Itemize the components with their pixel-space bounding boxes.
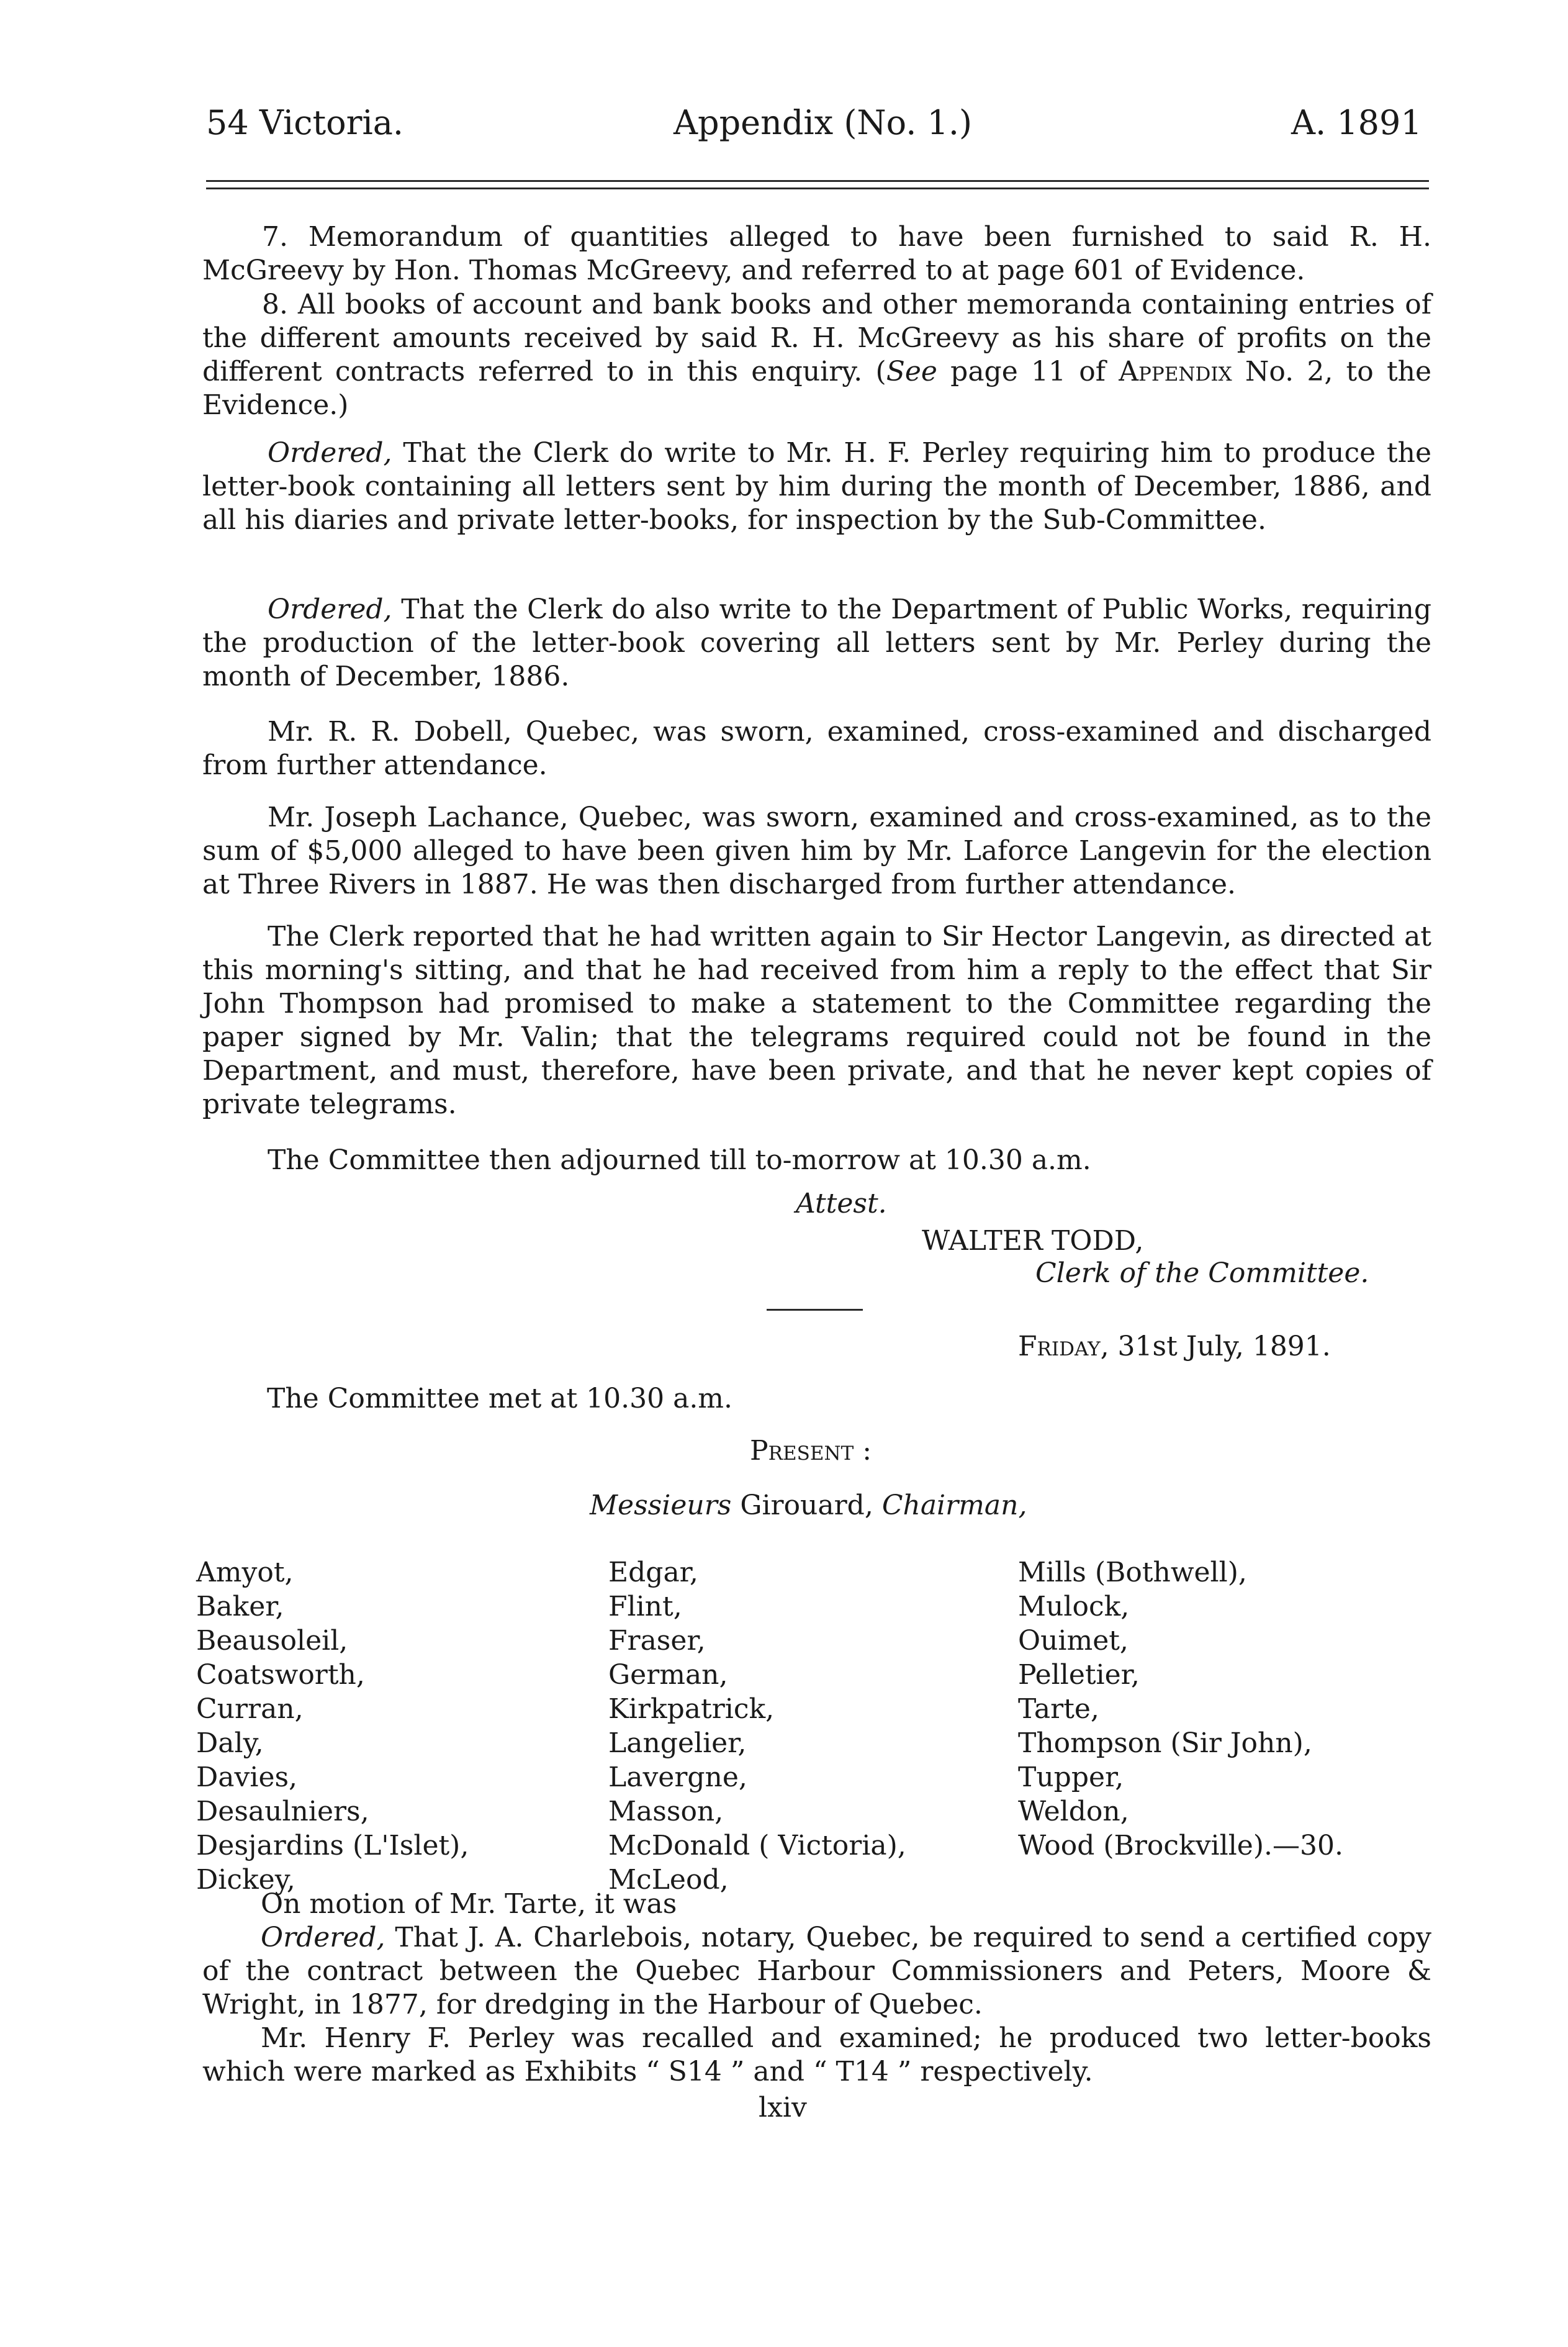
header-left: 54 Victoria. bbox=[206, 103, 404, 142]
header-rule-bottom bbox=[206, 188, 1429, 189]
member-name: Coatsworth, bbox=[196, 1659, 365, 1691]
item-8 bbox=[202, 288, 1431, 422]
member-name: Masson, bbox=[608, 1796, 724, 1827]
member-name: Flint, bbox=[608, 1591, 682, 1622]
item-8-text: 8. All books of account and bank books and other memoranda containing entries of the different amounts received by said R. H. McGreevy as his share of profits on the different contracts referred to in this enquiry. ( bbox=[202, 289, 1431, 387]
sitting-date bbox=[1018, 1330, 1331, 1363]
chairman-title: Chairman, bbox=[881, 1490, 1027, 1521]
member-name: Wood (Brockville).—30. bbox=[1018, 1830, 1343, 1861]
member-name: Edgar, bbox=[608, 1557, 698, 1588]
chairman-line bbox=[590, 1489, 1027, 1522]
ordered-text: That the Clerk do also write to the Department of Public Works, requiring the production of the letter-book covering all letters sent by Mr. Perley during the month of December, 1886. bbox=[202, 594, 1431, 692]
member-name: Curran, bbox=[196, 1693, 304, 1725]
sitting-day: Friday, bbox=[1018, 1331, 1109, 1362]
member-name: Desjardins (L'Islet), bbox=[196, 1830, 469, 1861]
header-center: Appendix (No. 1.) bbox=[674, 103, 973, 142]
member-name: German, bbox=[608, 1659, 728, 1691]
messieurs-word: Messieurs bbox=[590, 1490, 732, 1521]
item-7-text: 7. Memorandum of quantities alleged to have been furnished to said R. H. McGreevy by Hon. Thomas McGreevy, and referred to at page 601 of Evidence. bbox=[202, 221, 1431, 286]
member-name: Dickey, bbox=[196, 1864, 295, 1896]
member-name: Thompson (Sir John), bbox=[1018, 1727, 1312, 1759]
clerk-reported-paragraph: The Clerk reported that he had written again to Sir Hector Langevin, as directed at this morning's sitting, and that he had received from him a reply to the effect that Sir John Thompson had promised to make a statement to the Committee regarding the paper signed by Mr. Valin; that the telegrams required could not be found in the Department, and must, therefore, have been private, and that he never kept copies of private telegrams. bbox=[202, 921, 1431, 1120]
present-heading bbox=[750, 1434, 872, 1468]
member-name: Mulock, bbox=[1018, 1591, 1130, 1622]
item-8-appendix: Appendix bbox=[1119, 356, 1232, 387]
member-name: Pelletier, bbox=[1018, 1659, 1140, 1691]
member-name: Baker, bbox=[196, 1591, 284, 1622]
section-separator bbox=[767, 1309, 863, 1311]
chairman-name: Girouard, bbox=[731, 1490, 882, 1521]
attest-name: WALTER TODD, bbox=[922, 1225, 1144, 1257]
adjourned-paragraph: The Committee then adjourned till to-morrow at 10.30 a.m. bbox=[268, 1144, 1091, 1176]
attest-label bbox=[796, 1187, 887, 1221]
header-rule-top bbox=[206, 180, 1429, 182]
ordered-lead: Ordered, bbox=[268, 594, 392, 625]
perley-recalled-paragraph: Mr. Henry F. Perley was recalled and examined; he produced two letter-books which were marked as Exhibits “ S14 ” and “ T14 ” respectively. bbox=[202, 2022, 1431, 2087]
ordered-text: That J. A. Charlebois, notary, Quebec, be required to send a certified copy of the contract between the Quebec Harbour Commissioners and Peters, Moore & Wright, in 1877, for dredging in the Harbour of Quebec. bbox=[202, 1922, 1431, 2020]
ordered-department-letters bbox=[202, 593, 1431, 694]
committee-met: The Committee met at 10.30 a.m. bbox=[267, 1383, 733, 1414]
members-column-2 bbox=[608, 1555, 906, 1897]
member-name: Desaulniers, bbox=[196, 1796, 369, 1827]
item-8-mid: page 11 of bbox=[937, 356, 1119, 387]
dobell-paragraph: Mr. R. R. Dobell, Quebec, was sworn, examined, cross-examined and discharged from further attendance. bbox=[202, 716, 1431, 781]
item-7 bbox=[202, 220, 1431, 287]
member-name: Tarte, bbox=[1018, 1693, 1099, 1725]
ordered-lead: Ordered, bbox=[261, 1922, 385, 1953]
member-name: Ouimet, bbox=[1018, 1625, 1129, 1657]
member-name: Beausoleil, bbox=[196, 1625, 348, 1657]
lachance-paragraph: Mr. Joseph Lachance, Quebec, was sworn, examined and cross-examined, as to the sum of $5,000 alleged to have been given him by Mr. Laforce Langevin for the election at Three Rivers in 1887. He was then discharged from further attendance. bbox=[202, 802, 1431, 900]
sitting-date-text: 31st July, 1891. bbox=[1109, 1331, 1331, 1362]
member-name: Lavergne, bbox=[608, 1761, 747, 1793]
item-8-see: See bbox=[886, 356, 937, 387]
member-name: McDonald ( Victoria), bbox=[608, 1830, 906, 1861]
member-name: Daly, bbox=[196, 1727, 264, 1759]
header-right: A. 1891 bbox=[1291, 103, 1422, 142]
attest-title-text: Clerk of the Committee. bbox=[1035, 1257, 1369, 1289]
attest-title bbox=[1035, 1257, 1369, 1290]
member-name: Weldon, bbox=[1018, 1796, 1129, 1827]
member-name: Amyot, bbox=[196, 1557, 294, 1588]
member-name: Kirkpatrick, bbox=[608, 1693, 775, 1725]
member-name: Davies, bbox=[196, 1761, 298, 1793]
page-number: lxiv bbox=[759, 2092, 807, 2123]
item-8-post: No. 2, to the Evidence.) bbox=[202, 356, 1432, 421]
member-name: Fraser, bbox=[608, 1625, 706, 1657]
attest-label-text: Attest. bbox=[796, 1188, 887, 1219]
ordered-text: That the Clerk do write to Mr. H. F. Perley requiring him to produce the letter-book containing all letters sent by him during the month of December, 1886, and all his diaries and private letter-books, for inspection by the Sub-Committee. bbox=[202, 437, 1431, 536]
present-word: Present bbox=[750, 1435, 854, 1467]
member-name: Mills (Bothwell), bbox=[1018, 1557, 1247, 1588]
present-colon: : bbox=[854, 1435, 872, 1467]
ordered-perley-letters bbox=[202, 436, 1431, 537]
member-name: Tupper, bbox=[1018, 1761, 1124, 1793]
member-name: Langelier, bbox=[608, 1727, 747, 1759]
motion-line: On motion of Mr. Tarte, it was bbox=[261, 1888, 677, 1920]
members-column-1 bbox=[196, 1555, 469, 1897]
ordered-charlebois bbox=[202, 1921, 1431, 2022]
members-column-3 bbox=[1018, 1555, 1343, 1863]
ordered-lead: Ordered, bbox=[268, 437, 392, 469]
member-name: McLeod, bbox=[608, 1864, 729, 1896]
